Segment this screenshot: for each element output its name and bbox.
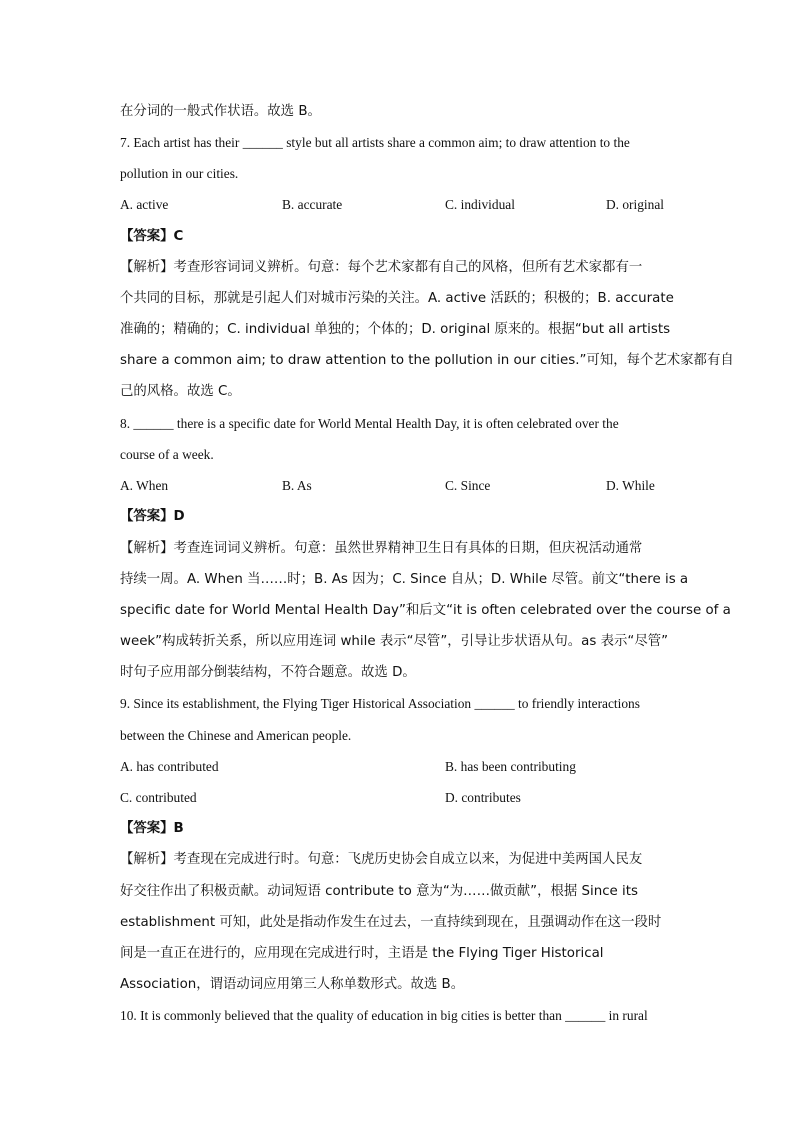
q8-option-d: D. While bbox=[606, 478, 655, 493]
q9-explanation-line: 间是一直正在进行的，应用现在完成进行时，主语是 the Flying Tiger Historical bbox=[120, 946, 604, 961]
q8-option-a: A. When bbox=[120, 478, 169, 493]
q7-explanation-line: 个共同的目标，那就是引起人们对城市污染的关注。A. active 活跃的；积极的；B. accurate bbox=[120, 291, 674, 306]
question-7-stem-cont: pollution in our cities. bbox=[120, 166, 239, 181]
q7-option-a: A. active bbox=[120, 197, 169, 212]
q9-option-a: A. has contributed bbox=[120, 759, 219, 774]
q8-explanation-line: 持续一周。A. When 当……时；B. As 因为；C. Since 自从；D. While 尽管。前文“there is a bbox=[120, 572, 689, 587]
q7-answer: 【答案】C bbox=[120, 229, 184, 244]
q7-explanation-line: 准确的；精确的；C. individual 单独的；个体的；D. original 原来的。根据“but all artists bbox=[120, 322, 671, 337]
q7-option-c: C. individual bbox=[445, 197, 515, 212]
q7-option-b: B. accurate bbox=[282, 197, 343, 212]
q7-explanation-line: 【解析】考查形容词词义辨析。句意：每个艺术家都有自己的风格，但所有艺术家都有一 bbox=[120, 260, 643, 275]
question-8-stem-cont: course of a week. bbox=[120, 447, 214, 462]
q9-option-b: B. has been contributing bbox=[445, 759, 576, 774]
q9-option-c: C. contributed bbox=[120, 790, 197, 805]
q9-explanation-line: 好交往作出了积极贡献。动词短语 contribute to 意为“为……做贡献”，根据 Since its bbox=[120, 884, 639, 899]
q8-explanation-line: 【解析】考查连词词义辨析。句意：虽然世界精神卫生日有具体的日期，但庆祝活动通常 bbox=[120, 541, 643, 556]
q8-explanation-line: 时句子应用部分倒装结构，不符合题意。故选 D。 bbox=[120, 665, 416, 680]
q7-explanation-line: 己的风格。故选 C。 bbox=[120, 384, 241, 399]
q8-explanation-line: week”构成转折关系，所以应用连词 while 表示“尽管”，引导让步状语从句。as 表示“尽管” bbox=[120, 634, 669, 649]
q8-answer: 【答案】D bbox=[120, 509, 185, 524]
question-7-stem: 7. Each artist has their ______ style but all artists share a common aim; to draw attention to the bbox=[120, 135, 630, 150]
q9-explanation-line: Association，谓语动词应用第三人称单数形式。故选 B。 bbox=[120, 977, 465, 992]
q7-explanation-line: share a common aim; to draw attention to the pollution in our cities.”可知，每个艺术家都有自 bbox=[120, 353, 734, 368]
q9-option-d: D. contributes bbox=[445, 790, 521, 805]
q9-answer: 【答案】B bbox=[120, 821, 184, 836]
q8-explanation-line: specific date for World Mental Health Day”和后文“it is often celebrated over the course of a bbox=[120, 603, 731, 618]
question-9-stem-cont: between the Chinese and American people. bbox=[120, 728, 352, 743]
q8-option-c: C. Since bbox=[445, 478, 491, 493]
q9-explanation-line: 【解析】考查现在完成进行时。句意：飞虎历史协会自成立以来，为促进中美两国人民友 bbox=[120, 852, 643, 867]
question-9-stem: 9. Since its establishment, the Flying Tiger Historical Association ______ to friendly interactions bbox=[120, 696, 640, 711]
q8-option-b: B. As bbox=[282, 478, 312, 493]
question-10-stem: 10. It is commonly believed that the quality of education in big cities is better than ______ in rural bbox=[120, 1008, 648, 1023]
question-8-stem: 8. ______ there is a specific date for World Mental Health Day, it is often celebrated over the bbox=[120, 416, 619, 431]
q7-option-d: D. original bbox=[606, 197, 665, 212]
text-line: 在分词的一般式作状语。故选 B。 bbox=[120, 104, 321, 119]
q9-explanation-line: establishment 可知，此处是指动作发生在过去，一直持续到现在，且强调动作在这一段时 bbox=[120, 915, 662, 930]
